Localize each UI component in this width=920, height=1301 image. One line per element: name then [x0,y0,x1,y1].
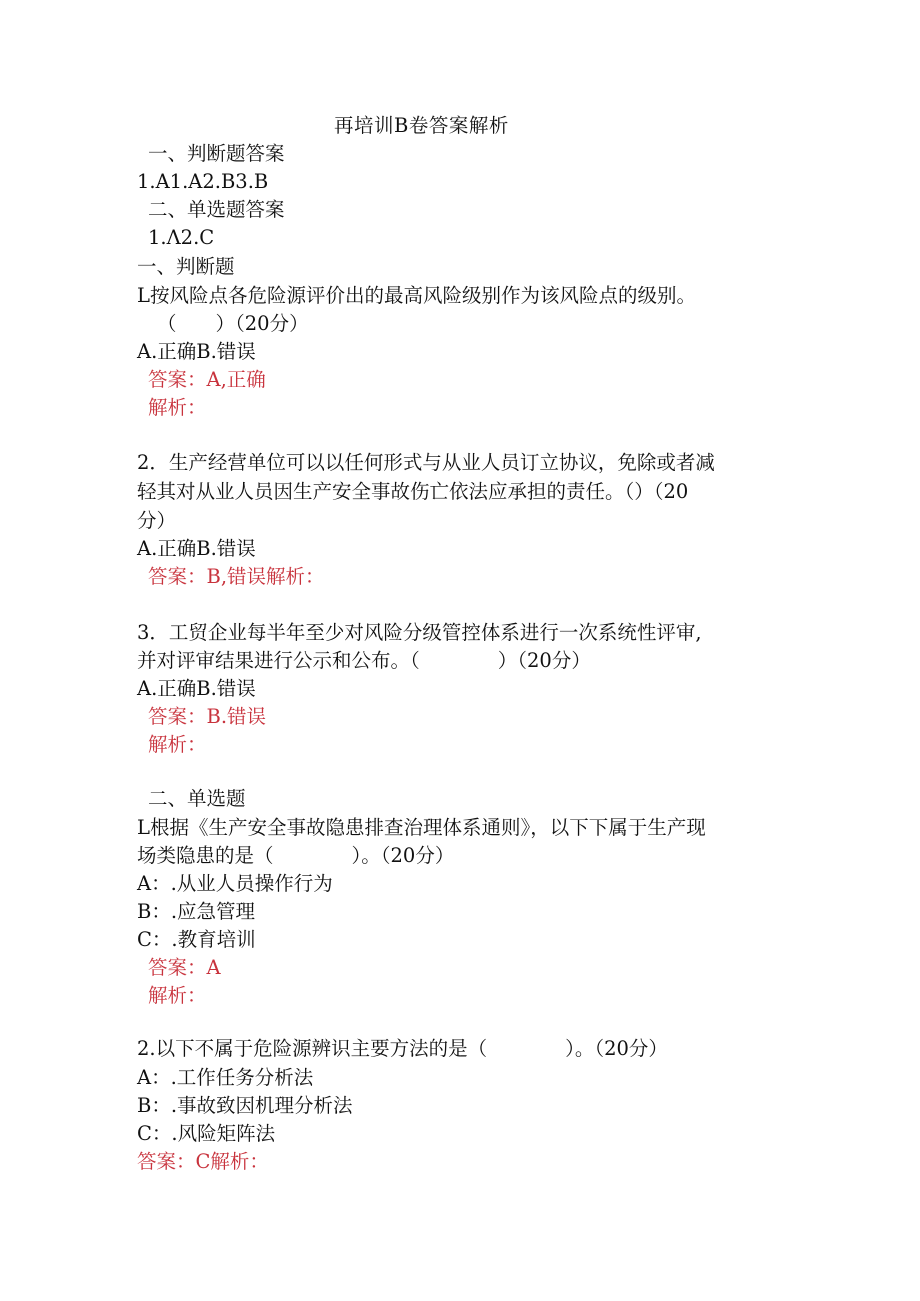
sc-key-heading: 二、单选题答案 [148,198,285,221]
sc-q1-option-b: B：.应急管理 [137,900,256,923]
tf-q1-blank: （ ）（20分） [157,312,309,335]
sc-q2-answer: 答案：C解析： [137,1150,269,1173]
tf-q3-analysis: 解析： [148,733,207,756]
doc-title: 再培训B卷答案解析 [334,114,509,137]
tf-q2-options: A.正确B.错误 [137,537,256,560]
tf-key-heading: 一、判断题答案 [148,142,285,165]
tf-q3-text-2: 并对评审结果进行公示和公布。（ ）（20分） [137,649,591,672]
sc-q1-answer: 答案：A [148,956,221,979]
tf-q2-text-3: 分） [137,509,177,532]
sc-q1-text-1: L根据《生产安全事故隐患排查治理体系通则》，以下下属于生产现 [137,816,706,839]
sc-q1-option-a: A：.从业人员操作行为 [137,872,333,895]
sc-key-answers: 1.Λ2.C [148,226,215,249]
tf-q3-options: A.正确B.错误 [137,677,256,700]
sc-q2-option-c: C：.风险矩阵法 [137,1122,276,1145]
tf-q1-answer: 答案：A,正确 [148,368,266,391]
tf-q3-text-1: 3．工贸企业每半年至少对风险分级管控体系进行一次系统性评审, [137,621,702,644]
tf-q3-answer: 答案：B.错误 [148,705,267,728]
sc-section-heading: 二、单选题 [148,787,246,810]
sc-q1-analysis: 解析： [148,984,207,1007]
sc-q1-text-2: 场类隐患的是（ ）。（20分） [137,844,455,867]
sc-q2-option-a: A：.工作任务分析法 [137,1066,314,1089]
tf-q2-text-2: 轻其对从业人员因生产安全事故伤亡依法应承担的责任。（）（20 [137,480,689,503]
sc-q2-text: 2.以下不属于危险源辨识主要方法的是（ ）。（20分） [137,1037,668,1060]
tf-section-heading: 一、判断题 [137,255,235,278]
tf-q2-answer: 答案：B,错误解析： [148,565,325,588]
tf-q1-text: L按风险点各危险源评价出的最高风险级别作为该风险点的级别。 [137,284,696,307]
tf-key-answers: 1.A1.A2.B3.B [137,170,269,193]
sc-q1-option-c: C：.教育培训 [137,928,256,951]
sc-q2-option-b: B：.事故致因机理分析法 [137,1094,353,1117]
tf-q1-options: A.正确B.错误 [137,340,256,363]
tf-q2-text-1: 2．生产经营单位可以以任何形式与从业人员订立协议，免除或者减 [137,451,715,474]
tf-q1-analysis: 解析： [148,396,207,419]
